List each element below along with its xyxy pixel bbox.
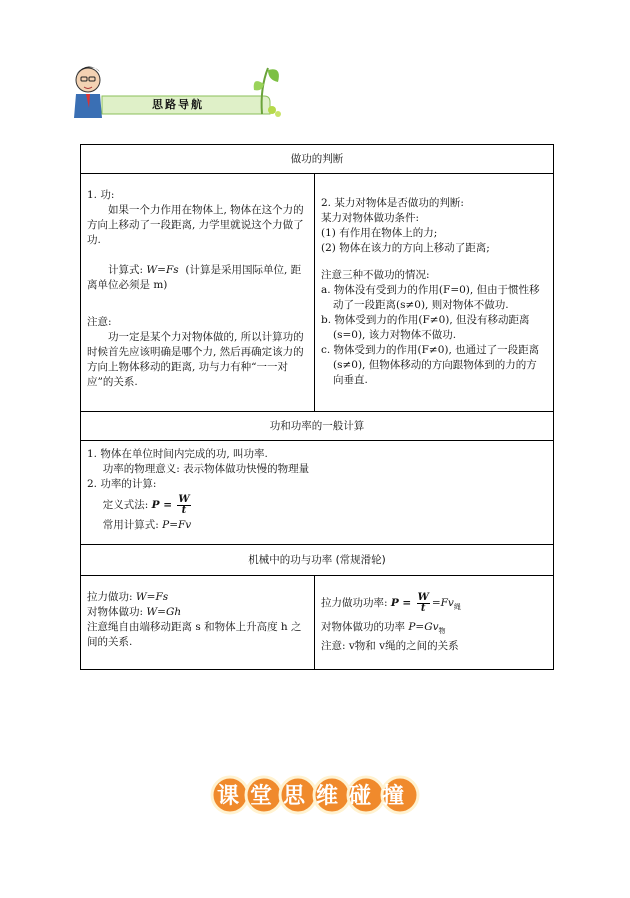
object-work-label: 对物体做功:: [87, 606, 147, 618]
pulling-work-formula: W=Fs: [135, 591, 169, 603]
power-common-formula: [87, 518, 547, 533]
power-cell: [81, 441, 554, 545]
fraction-denominator: t: [420, 602, 426, 614]
no-work-case-a: a. 物体没有受到力的作用(F=0), 但由于惯性移动了一段距离(s≠0), 则对物体不做功.: [321, 284, 540, 311]
work-formula-line: [87, 263, 308, 293]
common-label: 常用计算式:: [102, 519, 163, 531]
section-header-work-judgement: 做功的判断: [81, 145, 554, 174]
pulling-work: [87, 590, 308, 605]
formula-rhs: =Fv: [431, 597, 454, 609]
formula-lhs: P =: [390, 597, 412, 609]
work-formula: W=Fs: [146, 264, 179, 276]
footer-title: 课堂思维碰撞: [216, 784, 416, 809]
note-title: 注意:: [87, 316, 112, 328]
pulley-power-cell: [315, 576, 554, 670]
fraction-denominator: t: [181, 504, 187, 516]
fraction-w-over-t: [417, 593, 430, 614]
subscript-object: 物: [438, 627, 446, 636]
fraction-w-over-t: [177, 495, 190, 516]
power-calc-title: 2. 功率的计算:: [87, 478, 157, 490]
section-header-power: 功和功率的一般计算: [81, 412, 554, 441]
common-formula: P=Fv: [162, 519, 192, 531]
velocity-note: 注意: v物和 v绳的之间的关系: [321, 640, 459, 653]
object-power: [321, 620, 547, 639]
note-text: 功一定是某个力对物体做的, 所以计算功的时候首先应该明确是哪个力, 然后再确定该力的方向上物体移动的距离, 功与力有种“一一对应”的关系.: [87, 331, 304, 388]
no-work-case-b: b. 物体受到力的作用(F≠0), 但没有移动距离(s=0), 该力对物体不做功.: [321, 314, 530, 341]
object-power-label: 对物体做功的功率: [321, 621, 409, 633]
pulley-note: 注意绳自由端移动距离 s 和物体上升高度 h 之间的关系.: [87, 621, 302, 648]
object-power-formula: P=Gv: [408, 621, 439, 633]
subscript-rope: 绳: [453, 603, 461, 612]
formula-label: 计算式:: [108, 264, 147, 276]
unit-note: (计算是采用国际单位, 距离单位必须是 m): [87, 264, 302, 291]
no-work-case-c: c. 物体受到力的作用(F≠0), 也通过了一段距离(s≠0), 但物体移动的方向跟物体到的力的方向垂直.: [321, 344, 540, 386]
fraction-numerator: W: [178, 493, 190, 505]
section-header-pulley: 机械中的功与功率 (常规滑轮): [81, 545, 554, 576]
condition-2: (2) 物体在该力的方向上移动了距离;: [321, 242, 490, 254]
pulley-work-cell: [81, 576, 315, 670]
power-definition: 1. 物体在单位时间内完成的功, 叫功率.: [87, 448, 268, 460]
fraction-numerator: W: [417, 591, 429, 603]
banner-title: 思路导航: [152, 98, 204, 111]
condition-title: 2. 某力对物体是否做功的判断:: [321, 197, 464, 209]
definition-label: 定义式法:: [102, 499, 152, 511]
pulling-power-label: 拉力做功功率:: [321, 597, 391, 609]
power-meaning: 功率的物理意义: 表示物体做功快慢的物理量: [102, 463, 310, 475]
work-title: 1. 功:: [87, 189, 115, 201]
content-table: [80, 144, 554, 670]
footer-banner: [210, 772, 422, 818]
pulling-power: [321, 590, 547, 616]
power-definition-formula: [87, 492, 547, 518]
work-definition-cell: [81, 174, 315, 412]
object-work-formula: W=Gh: [146, 606, 182, 618]
cartoon-teacher-icon: [74, 66, 102, 118]
no-work-title: 注意三种不做功的情况:: [321, 269, 430, 281]
condition-subtitle: 某力对物体做功条件:: [321, 212, 420, 224]
object-work: [87, 605, 308, 620]
condition-1: (1) 有作用在物体上的力;: [321, 227, 438, 239]
work-condition-cell: [315, 174, 554, 412]
formula-lhs: P =: [151, 499, 172, 511]
work-definition: 如果一个力作用在物体上, 物体在这个力的方向上移动了一段距离, 力学里就说这个力做了功.: [87, 204, 304, 246]
pulling-work-label: 拉力做功:: [87, 591, 136, 603]
